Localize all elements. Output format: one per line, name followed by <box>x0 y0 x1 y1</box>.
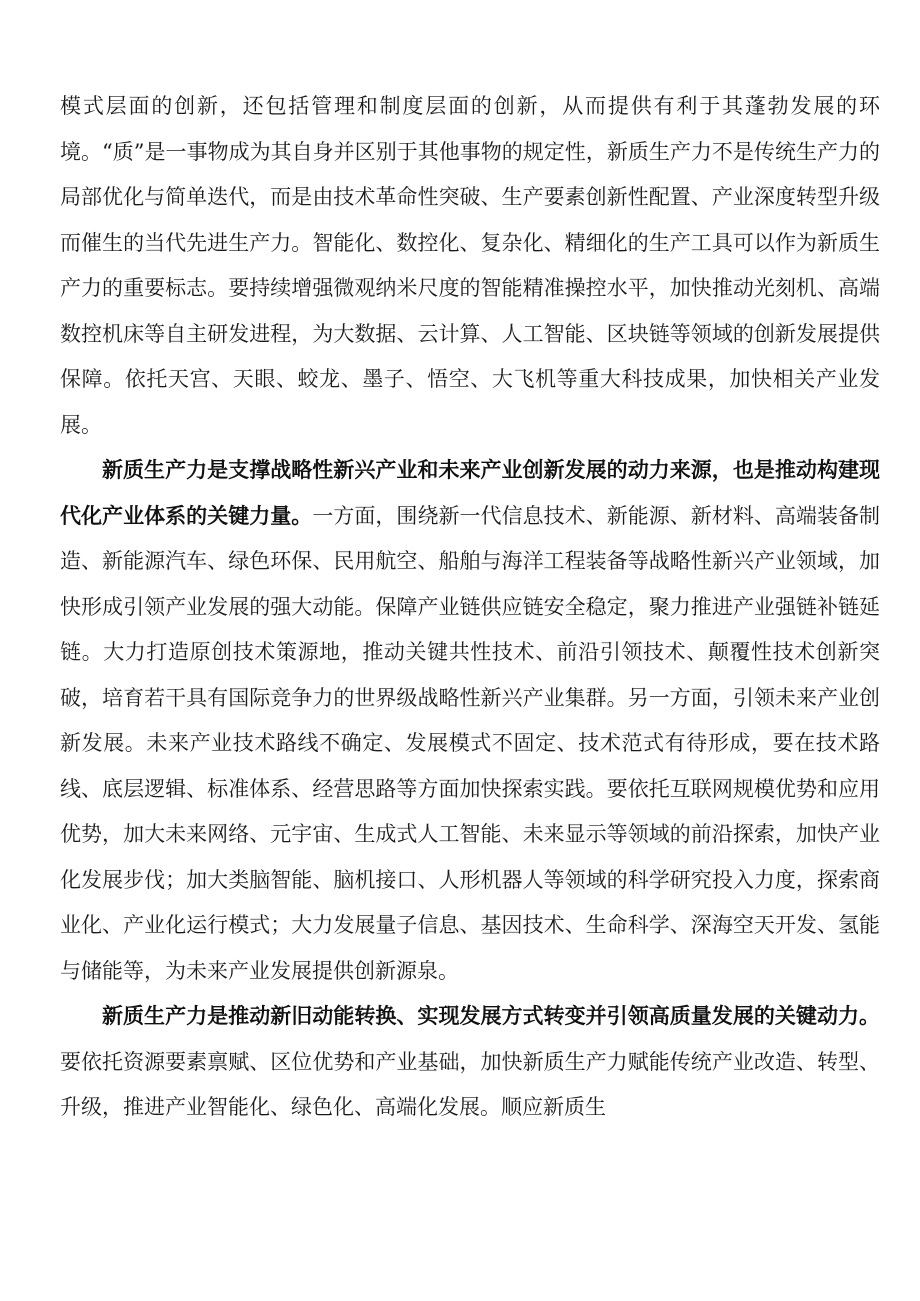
paragraph-1-text: 模式层面的创新，还包括管理和制度层面的创新，从而提供有利于其蓬勃发展的环境。“质”是一事物成为其自身并区别于其他事物的规定性，新质生产力不是传统生产力的局部优化与简单迭代，而是由技术革命性突破、生产要素创新性配置、产业深度转型升级而催生的当代先进生产力。智能化、数控化、复杂化、精细化的生产工具可以作为新质生产力的重要标志。要持续增强微观纳米尺度的智能精准操控水平，加快推动光刻机、高端数控机床等自主研发进程，为大数据、云计算、人工智能、区块链等领域的创新发展提供保障。依托天宫、天眼、蛟龙、墨子、悟空、大飞机等重大科技成果，加快相关产业发展。 <box>60 94 880 437</box>
document-body <box>60 84 880 1131</box>
paragraph-1 <box>60 84 880 448</box>
paragraph-2 <box>60 448 880 994</box>
paragraph-3-text: 要依托资源要素禀赋、区位优势和产业基础，加快新质生产力赋能传统产业改造、转型、升级，推进产业智能化、绿色化、高端化发展。顺应新质生 <box>60 1049 880 1119</box>
paragraph-3 <box>60 994 880 1131</box>
paragraph-2-text: 一方面，围绕新一代信息技术、新能源、新材料、高端装备制造、新能源汽车、绿色环保、民用航空、船舶与海洋工程装备等战略性新兴产业领域，加快形成引领产业发展的强大动能。保障产业链供应链安全稳定，聚力推进产业强链补链延链。大力打造原创技术策源地，推动关键共性技术、前沿引领技术、颠覆性技术创新突破，培育若干具有国际竞争力的世界级战略性新兴产业集群。另一方面，引领未来产业创新发展。未来产业技术路线不确定、发展模式不固定、技术范式有待形成，要在技术路线、底层逻辑、标准体系、经营思路等方面加快探索实践。要依托互联网规模优势和应用优势，加大未来网络、元宇宙、生成式人工智能、未来显示等领域的前沿探索，加快产业化发展步伐；加大类脑智能、脑机接口、人形机器人等领域的科学研究投入力度，探索商业化、产业化运行模式；大力发展量子信息、基因技术、生命科学、深海空天开发、氢能与储能等，为未来产业发展提供创新源泉。 <box>60 503 881 983</box>
paragraph-3-lead: 新质生产力是推动新旧动能转换、实现发展方式转变并引领高质量发展的关键动力。 <box>102 1004 880 1028</box>
paragraph-2-lead: 新质生产力是支撑战略性新兴产业和未来产业创新发展的动力来源，也是推动构建现代化产业体系的关键力量。 <box>60 458 880 528</box>
